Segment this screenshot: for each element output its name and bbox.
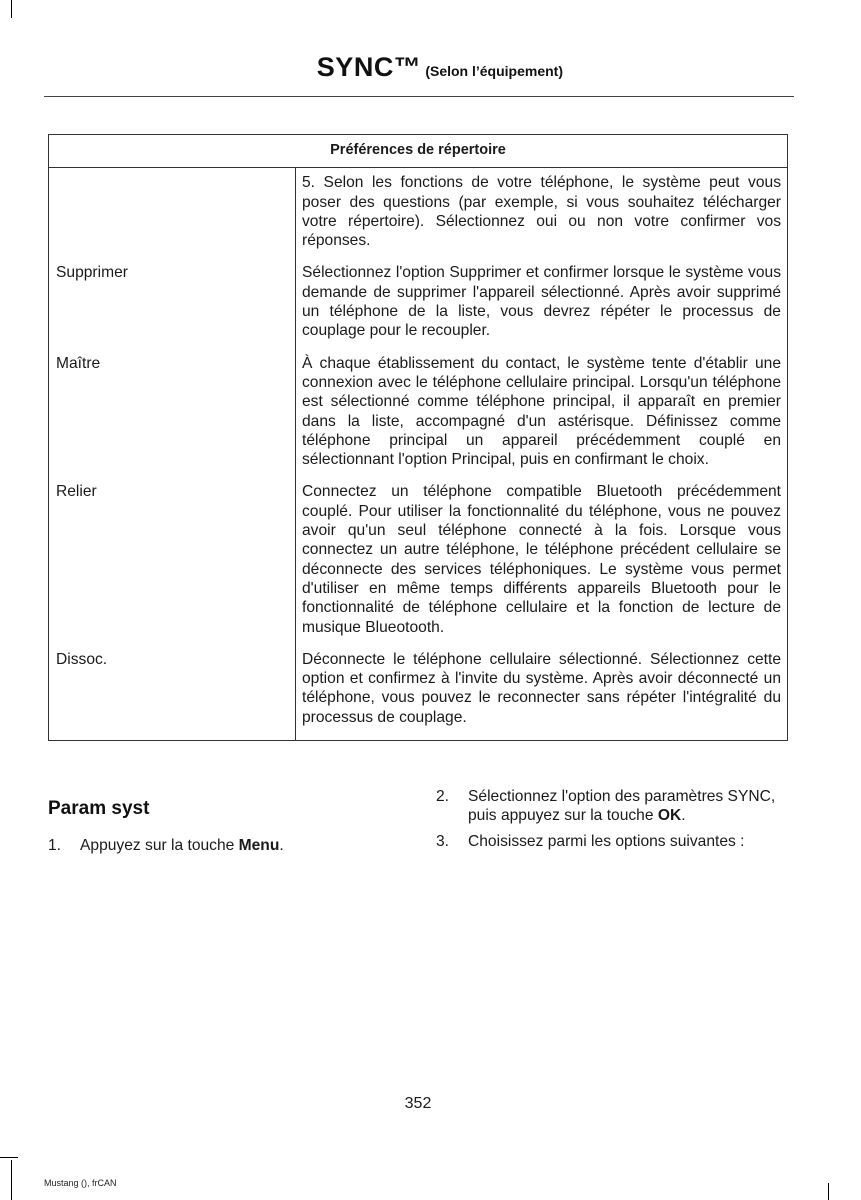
step-number: 3. — [436, 833, 450, 850]
table-row — [49, 263, 788, 353]
table-heading: Préférences de répertoire — [49, 135, 788, 168]
page-title: SYNC™ — [316, 52, 422, 82]
option-description: À chaque établissement du contact, le système tente d'établir une connexion avec le téléphone cellulaire principal. Lorsqu'un téléphone est sélectionné comme téléphone principal, il apparaît en premier dans la liste, accompagné d'un astérisque. Définissez comme téléphone principal un appareil précédemment couplé en sélectionnant l'option Principal, puis en confirmant le choix. — [296, 354, 788, 483]
crop-mark-bottom-right — [828, 1183, 829, 1200]
page-subtitle: (Selon l’équipement) — [425, 63, 563, 79]
step-text: Sélectionnez l'option des paramètres SYNC, puis appuyez sur la touche OK. — [468, 788, 776, 825]
option-name — [49, 168, 296, 264]
directory-preferences-table — [48, 134, 788, 741]
step-number: 1. — [48, 837, 62, 854]
table-row — [49, 650, 788, 741]
crop-mark-bottom-left-horizontal — [0, 1157, 18, 1158]
option-description: Connectez un téléphone compatible Bluetooth précédemment couplé. Pour utiliser la fonctionnalité du téléphone, vous ne pouvez avoir qu'un seul téléphone connecté à la fois. Lorsque vous connectez un autre téléphone, le téléphone précédent cellulaire se déconnecte des services téléphoniques. Le système vous permet d'utiliser en même temps différents appareils Bluetooth pour le fonctionnalité de téléphone cellulaire et la fonction de lecture de musique Blueotooth. — [296, 482, 788, 649]
option-description: Sélectionnez l'option Supprimer et confirmer lorsque le système vous demande de supprimer l'appareil sélectionné. Après avoir supprimé un téléphone de la liste, vous devrez répéter le processus de couplage pour le recoupler. — [296, 263, 788, 353]
step-text: Appuyez sur la touche Menu. — [80, 837, 284, 854]
option-name: Relier — [49, 482, 296, 649]
option-description: 5. Selon les fonctions de votre téléphone, le système peut vous poser des questions (par exemple, si vous souhaitez télécharger votre répertoire). Sélectionnez oui ou non votre confirmer vos réponses. — [296, 168, 788, 264]
footer-text: Mustang (), frCAN — [44, 1178, 117, 1188]
option-name: Maître — [49, 354, 296, 483]
table-row — [49, 354, 788, 483]
step-text: Choisissez parmi les options suivantes : — [468, 833, 745, 850]
crop-mark-bottom-left — [11, 1160, 12, 1200]
header-rule — [44, 96, 794, 97]
table-row — [49, 168, 788, 264]
option-name: Supprimer — [49, 263, 296, 353]
crop-mark-top-left — [11, 0, 12, 18]
option-name: Dissoc. — [49, 650, 296, 741]
step-number: 2. — [436, 788, 450, 805]
section-title: Param syst — [48, 798, 150, 819]
table-row — [49, 482, 788, 649]
page-number: 352 — [404, 1095, 432, 1112]
page-header — [44, 52, 793, 83]
option-description: Déconnecte le téléphone cellulaire sélectionné. Sélectionnez cette option et confirmez à l'invite du système. Après avoir déconnecté un téléphone, vous pouvez le reconnecter sans répéter l'intégralité du processus de couplage. — [296, 650, 788, 741]
